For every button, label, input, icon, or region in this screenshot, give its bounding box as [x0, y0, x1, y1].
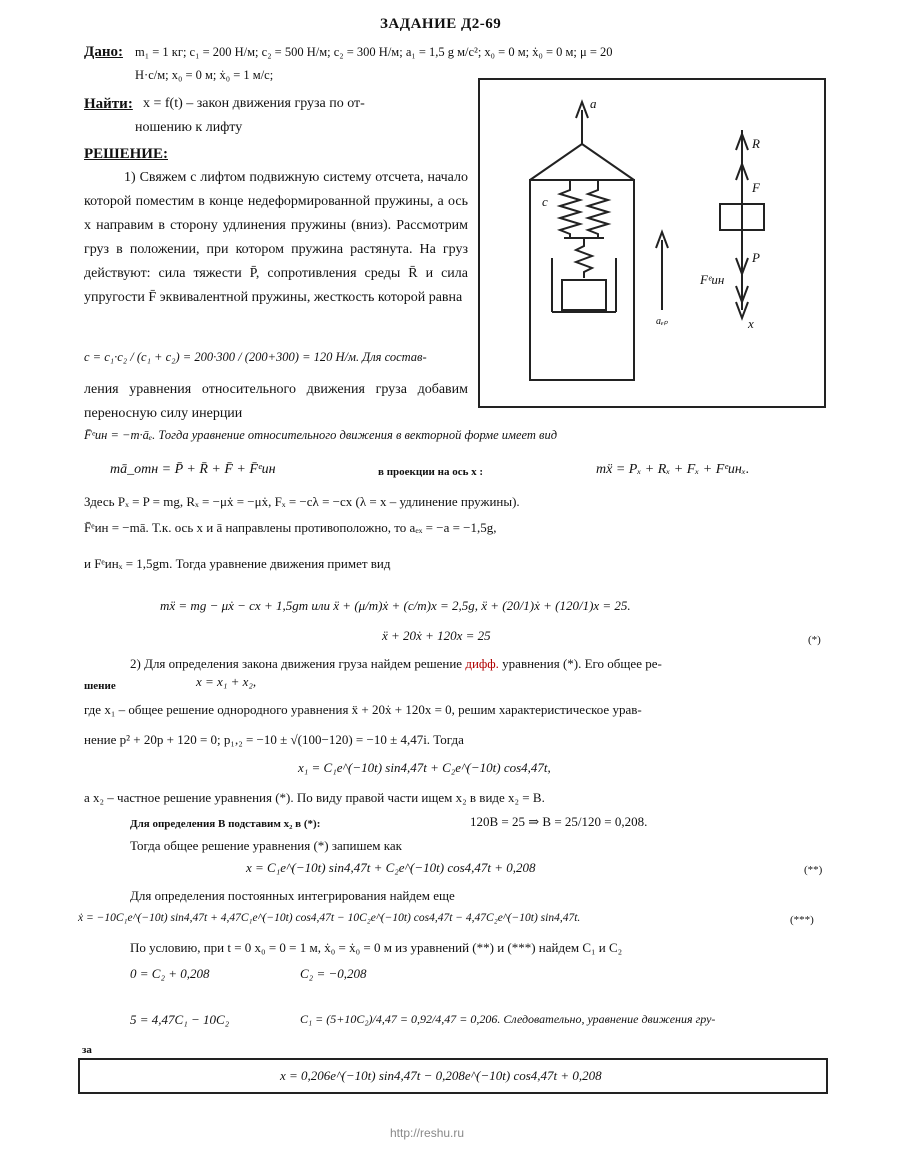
eq-general: x = x₁ + x₂,: [196, 674, 257, 689]
eq-motion: mẍ = mg − μẋ − cx + 1,5gm или ẍ + (μ/m)ẋ + (c/m)x = 2,5g, ẍ + (20/1)ẋ + (120/1)x = 25.: [160, 598, 631, 613]
eq-c2-b: C₂ = −0,208: [300, 966, 367, 981]
line-forces: Здесь Pₓ = P = mg, Rₓ = −μẋ = −μẋ, Fₓ = −cλ = −cx (λ = x – удлинение пружины).: [84, 494, 520, 509]
solution-paragraph-1: 1) Свяжем с лифтом подвижную систему отсчета, начало которой поместим в конце недеформированной пружины, а ось x направим в сторону удлинения пружины (вниз). Рассмотрим груз в положении, при котором пружина растянута. На груз действуют: сила тяжести P̄, сопротивления среды R̄ и сила упругости F̄ эквивалентной пружины, жесткость которой равна: [84, 170, 468, 305]
eq-projection: mẍ = Pₓ + Rₓ + Fₓ + Fᵉинₓ.: [596, 462, 750, 477]
line-characteristic: нение p² + 20p + 120 = 0; p₁,₂ = −10 ± √(100−120) = −10 ± 4,47i. Тогда: [84, 732, 464, 747]
find-text-1: x = f(t) – закон движения груза по от-: [143, 96, 365, 111]
formula-stiffness: c = c₁·c₂ / (c₁ + c₂) = 200·300 / (200+300) = 120 Н/м. Для состав-: [84, 350, 427, 364]
part2-diff-word: дифф.: [465, 656, 499, 671]
line-homogeneous: где x₁ – общее решение однородного уравнения ẍ + 20ẋ + 120x = 0, решим характеристическое урав-: [84, 702, 642, 717]
eq-tag-triple-star: (***): [790, 914, 814, 926]
line-constants: Для определения постоянных интегрирования найдем еще: [130, 888, 455, 903]
label-ae: aₑₚ: [656, 316, 668, 327]
label-fin: Fᵉин: [700, 272, 725, 287]
line-B-label: Для определения B подставим x₂ в (*):: [130, 818, 321, 830]
label-R: R: [752, 136, 760, 151]
given-text-1: m₁ = 1 кг; c₁ = 200 Н/м; c₂ = 500 Н/м; c₂ = 300 Н/м; a₁ = 1,5 g м/с²; x₀ = 0 м; ẋ₀ = 0 м; μ = 20: [135, 45, 613, 59]
part2-text-c: шение: [84, 680, 116, 692]
given-label: Дано:: [84, 44, 123, 60]
label-F: F: [752, 180, 760, 195]
eq-projection-label: в проекции на ось x :: [378, 466, 484, 478]
eq-x1: x₁ = C₁e^(−10t) sin4,47t + C₂e^(−10t) cos4,47t,: [298, 760, 551, 775]
elevator-diagram: [480, 80, 824, 406]
given-text-2: Н·с/м; x₀ = 0 м; ẋ₀ = 1 м/с;: [135, 68, 274, 82]
eq-final: ẍ + 20ẋ + 120x = 25: [382, 628, 491, 643]
label-a: a: [590, 96, 597, 111]
spring-1: [560, 180, 580, 238]
figure-frame: [478, 78, 826, 408]
part2-text-a: 2) Для определения закона движения груза найдем решение: [130, 656, 463, 671]
find-text-2: ношению к лифту: [135, 120, 243, 135]
cabin-roof: [530, 144, 634, 180]
line-then: Тогда общее решение уравнения (*) запишем как: [130, 838, 402, 853]
line-B: 120B = 25 ⇒ B = 25/120 = 0,208.: [470, 814, 648, 829]
eq-tag-double-star: (**): [804, 864, 823, 876]
eq-derivative: ẋ = −10C₁e^(−10t) sin4,47t + 4,47C₁e^(−10t) cos4,47t − 10C₂e^(−10t) cos4,47t − 4,47C₂e^(−10t) sin4,47t.: [78, 912, 581, 924]
eq-vector: mā_отн = P̄ + R̄ + F̄ + F̄ᵉин: [110, 462, 276, 477]
part2-text-b: уравнения (*). Его общее ре-: [502, 656, 662, 671]
spring-2: [588, 180, 608, 238]
answer-equation: x = 0,206e^(−10t) sin4,47t − 0,208e^(−10t) cos4,47t + 0,208: [280, 1068, 602, 1083]
eq-c1-a: 5 = 4,47C₁ − 10C₂: [130, 1012, 230, 1027]
label-P: P: [752, 250, 760, 265]
page-title: ЗАДАНИЕ Д2-69: [380, 16, 502, 32]
eq-c1-c: за: [82, 1044, 92, 1056]
eq-full: x = C₁e^(−10t) sin4,47t + C₂e^(−10t) cos4,47t + 0,208: [246, 860, 536, 875]
part2-line: [130, 656, 662, 672]
find-label: Найти:: [84, 96, 133, 112]
spring-3: [576, 238, 592, 278]
line-inertia-2: и Fᵉинₓ = 1,5gm. Тогда уравнение движения примет вид: [84, 556, 391, 571]
solution-label: РЕШЕНИЕ:: [84, 146, 168, 162]
load-block: [562, 280, 606, 310]
formula-inertia: F̄ᵉин = −m·āₑ. Тогда уравнение относительного движения в векторной форме имеет вид: [84, 428, 558, 442]
solution-paragraph-2: ления уравнения относительного движения груза добавим переносную силу инерции: [84, 382, 468, 421]
eq-c1-b: C₁ = (5+10C₂)/4,47 = 0,92/4,47 = 0,206. Следовательно, уравнение движения гру-: [300, 1012, 716, 1026]
line-conditions: По условию, при t = 0 x₀ = 0 = 1 м, ẋ₀ = ẋ₀ = 0 м из уравнений (**) и (***) найдем C₁ и C₂: [130, 940, 623, 955]
line-inertia: F̄ᵉин = −mā. Т.к. ось x и ā направлены противоположно, то aₑₓ = −a = −1,5g,: [84, 520, 497, 535]
eq-c2-a: 0 = C₂ + 0,208: [130, 966, 210, 981]
footer-url[interactable]: http://reshu.ru: [390, 1126, 465, 1140]
eq-tag-star: (*): [808, 634, 821, 646]
label-c: c: [542, 194, 548, 209]
line-particular: а x₂ – частное решение уравнения (*). По виду правой части ищем x₂ в виде x₂ = B.: [84, 790, 545, 805]
label-x: x: [748, 316, 754, 331]
